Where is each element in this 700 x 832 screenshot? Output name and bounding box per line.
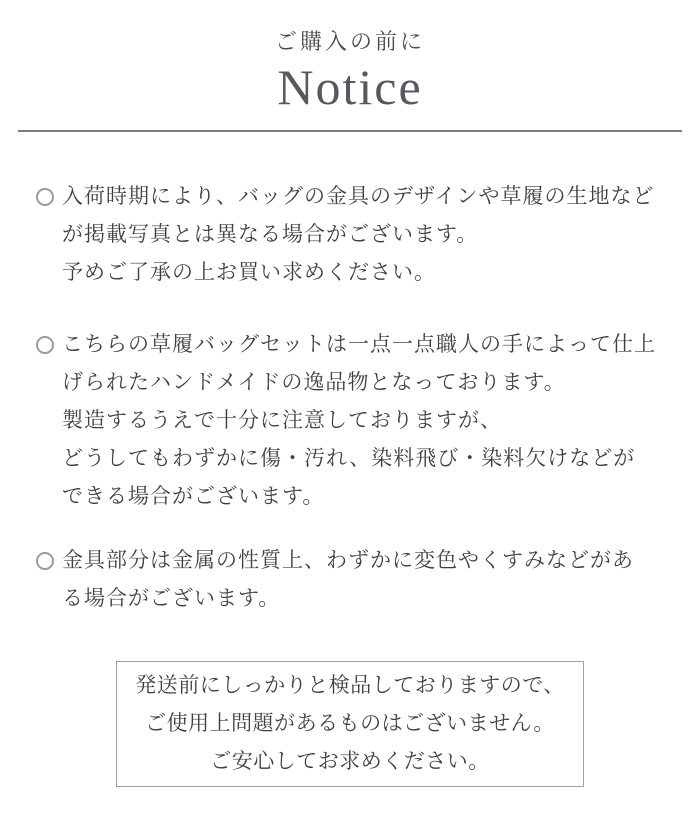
notice-line: が掲載写真とは異なる場合がございます。 [62,223,479,246]
notice-text [62,326,656,516]
notice-item-handmade [36,326,680,516]
notice-line: こちらの草履バッグセットは一点一点職人の手によって仕上 [62,333,656,356]
notice-line: 予めご了承の上お買い求めください。 [62,261,436,284]
assurance-line: ご使用上問題があるものはございません。 [145,712,555,735]
notice-line: 入荷時期により、バッグの金具のデザインや草履の生地など [62,185,655,208]
notice-line: る場合がございます。 [62,587,281,610]
circle-bullet-icon [36,188,54,206]
notice-line: げられたハンドメイドの逸品物となっております。 [62,371,566,394]
assurance-line: 発送前にしっかりと検品しておりますので、 [135,674,565,697]
header-subtitle: ご購入の前に [274,29,425,54]
header-divider [18,130,682,132]
page-header [0,0,700,114]
assurance-box [116,661,584,787]
circle-bullet-icon [36,336,54,354]
notice-list [36,178,680,618]
notice-text [62,178,655,292]
notice-line: どうしてもわずかに傷・汚れ、染料飛び・染料欠けなどが [62,447,636,470]
notice-item-stock-variation [36,178,680,292]
notice-line: できる場合がございます。 [62,485,325,508]
notice-line: 金具部分は金属の性質上、わずかに変色やくすみなどがあ [62,549,634,572]
notice-item-metal-parts [36,542,680,618]
notice-text [62,542,634,618]
assurance-line: ご安心してお求めください。 [210,750,490,773]
page-title: Notice [277,59,423,115]
notice-line: 製造するうえで十分に注意しておりますが、 [62,409,502,432]
circle-bullet-icon [36,552,54,570]
